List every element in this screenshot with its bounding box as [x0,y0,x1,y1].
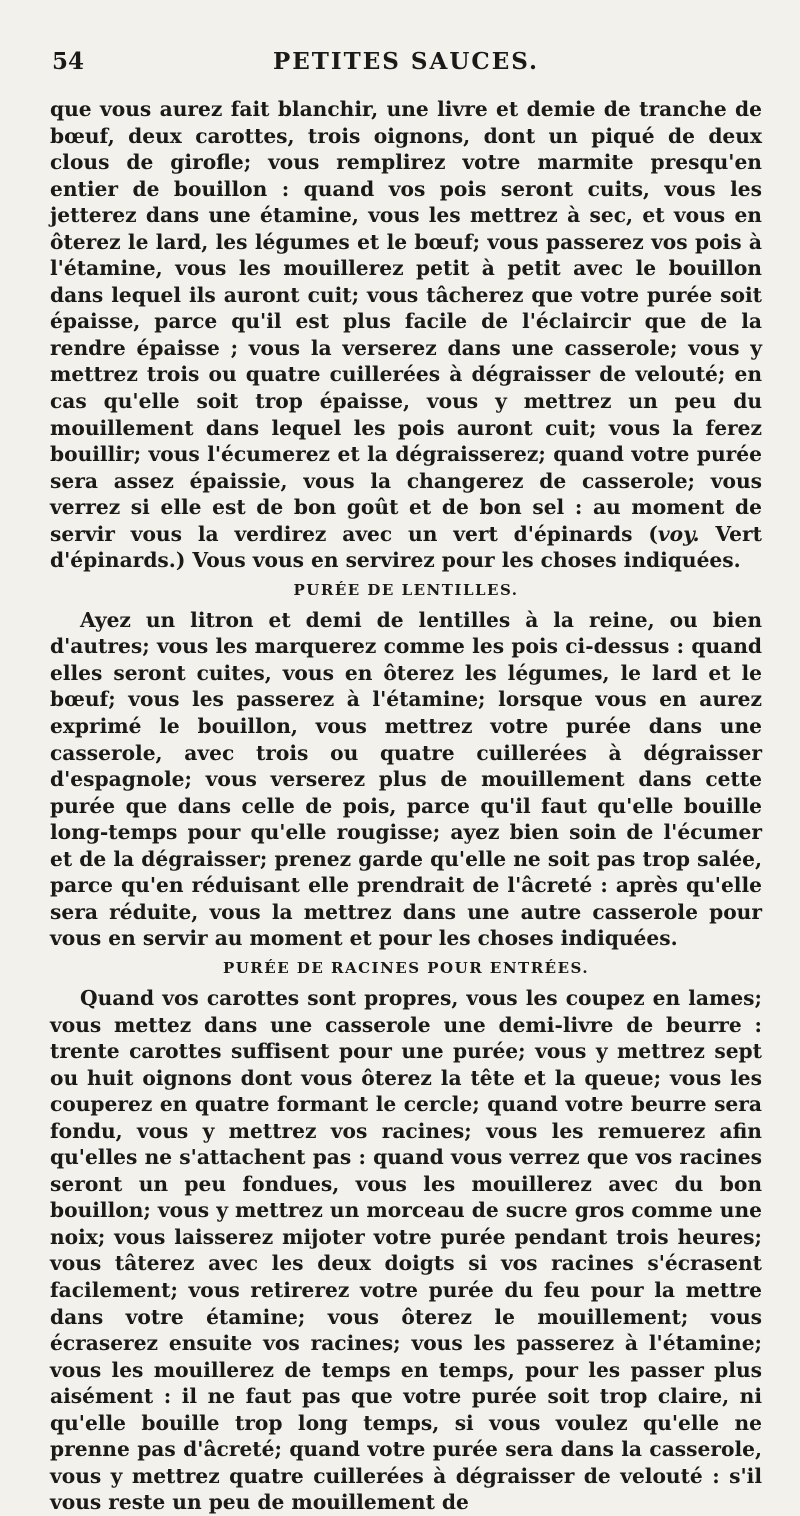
paragraph-text-end: Vert d'épinards.) Vous vous en servirez pour les choses indiquées. [50,521,762,573]
paragraph-pois [50,96,762,574]
paragraph-lentilles: Ayez un litron et demi de lentilles à la reine, ou bien d'autres; vous les marquerez comme les pois ci-dessus : quand elles seront cuites, vous en ôterez les légumes, le lard et le bœuf; vous les passerez à l'étamine; lorsque vous en aurez exprimé le bouillon, vous mettrez votre purée dans une casserole, avec trois ou quatre cuillerées à dégraisser d'espagnole; vous verserez plus de mouillement dans cette purée que dans celle de pois, parce qu'il faut qu'elle bouille long-temps pour qu'elle rougisse; ayez bien soin de l'écumer et de la dégraisser; prenez garde qu'elle ne soit pas trop salée, parce qu'en réduisant elle prendrait de l'âcreté : après qu'elle sera réduite, vous la mettrez dans une autre casserole pour vous en servir au moment et pour les choses indiquées. [50,607,762,951]
running-title: PETITES SAUCES. [272,48,540,75]
page-body [50,96,762,1516]
paragraph-racines: Quand vos carottes sont propres, vous les coupez en lames; vous mettez dans une casserole une demi-livre de beurre : trente carottes suffisent pour une purée; vous y mettrez sept ou huit oignons dont vous ôterez la tête et la queue; vous les couperez en quatre formant le cercle; quand votre beurre sera fondu, vous y mettrez vos racines; vous les remuerez afin qu'elles ne s'attachent pas : quand vous verrez que vos racines seront un peu fondues, vous les mouillerez avec du bon bouillon; vous y mettrez un morceau de sucre gros comme une noix; vous laisserez mijoter votre purée pendant trois heures; vous tâterez avec les deux doigts si vos racines s'écrasent facilement; vous retirerez votre purée du feu pour la mettre dans votre étamine; vous ôterez le mouillement; vous écraserez ensuite vos racines; vous les passerez à l'étamine; vous les mouillerez de temps en temps, pour les passer plus aisément : il ne faut pas que votre purée soit trop claire, ni qu'elle bouille trop long temps, si vous voulez qu'elle ne prenne pas d'âcreté; quand votre purée sera dans la casserole, vous y mettrez quatre cuillerées à dégraisser de velouté : s'il vous reste un peu de mouillement de [50,985,762,1515]
section-title-racines: PURÉE DE RACINES POUR ENTRÉES. [222,958,590,977]
page-header [50,0,762,75]
section-title-lentilles: PURÉE DE LENTILLES. [293,580,519,599]
page-number: 54 [52,48,85,75]
cross-reference: voy. [657,521,700,546]
paragraph-text: que vous aurez fait blanchir, une livre et demie de tranche de bœuf, deux carottes, trois oignons, dont un piqué de deux clous de girofle; vous remplirez votre marmite presqu'en entier de bouillon : quand vos pois seront cuits, vous les jetterez dans une étamine, vous les mettrez à sec, et vous en ôterez le lard, les légumes et le bœuf; vous passerez vos pois à l'étamine, vous les mouillerez petit à petit avec le bouillon dans lequel ils auront cuit; vous tâcherez que votre purée soit épaisse, parce qu'il est plus facile de l'éclaircir que de la rendre épaisse ; vous la verserez dans une casserole; vous y mettrez trois ou quatre cuillerées à dégraisser de velouté; en cas qu'elle soit trop épaisse, vous y mettrez un peu du mouillement dans lequel les pois auront cuit; vous la ferez bouillir; vous l'écumerez et la dégraisserez; quand votre purée sera assez épaissie, vous la changerez de casserole; vous verrez si elle est de bon goût et de bon sel : au moment de servir vous la verdirez avec un vert d'épinards ( [50,97,762,546]
